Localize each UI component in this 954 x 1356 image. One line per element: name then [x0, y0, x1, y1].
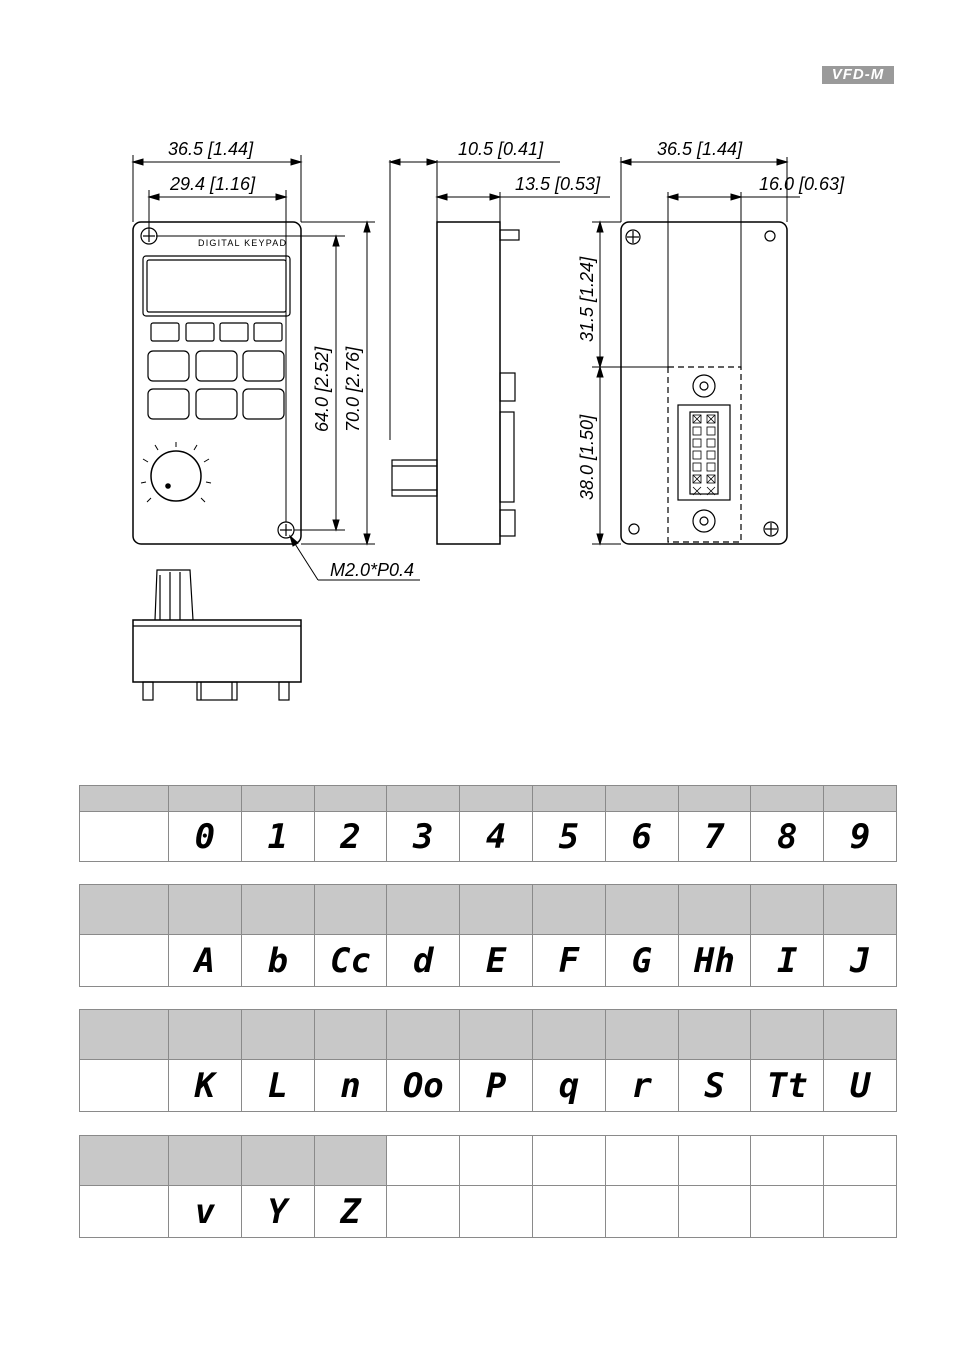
seg-glyph: E [460, 935, 533, 987]
seg-glyph: L [241, 1060, 314, 1112]
dim-side-depth: 10.5 [0.41] [458, 139, 544, 159]
seg-glyph: 5 [532, 812, 605, 862]
seg-glyph: Y [241, 1186, 314, 1238]
seg-glyph [751, 1186, 824, 1238]
seg-glyph: Tt [751, 1060, 824, 1112]
seg-table-letters-2 [79, 1009, 897, 1112]
seg-glyph: U [824, 1060, 897, 1112]
seg-glyph: 3 [387, 812, 460, 862]
seg-glyph: r [605, 1060, 678, 1112]
seg-table-letters-1 [79, 884, 897, 987]
seg-table-glyph-row [80, 1186, 897, 1238]
seg-glyph: 7 [678, 812, 751, 862]
seg-glyph: A [169, 935, 242, 987]
seg-table-header-row [80, 1136, 897, 1186]
seg-table-letters-3 [79, 1135, 897, 1238]
seg-table-glyph-row [80, 1060, 897, 1112]
seg-glyph: S [678, 1060, 751, 1112]
seg-table-glyph-row [80, 935, 897, 987]
seg-glyph [824, 1186, 897, 1238]
seg-glyph: n [314, 1060, 387, 1112]
seg-glyph: P [460, 1060, 533, 1112]
seg-table-glyph-row [80, 812, 897, 862]
dim-back-width-connector: 16.0 [0.63] [759, 174, 845, 194]
seg-glyph: Z [314, 1186, 387, 1238]
seg-glyph: K [169, 1060, 242, 1112]
seg-glyph: 2 [314, 812, 387, 862]
dim-back-height-upper: 31.5 [1.24] [577, 256, 597, 342]
seg-glyph: 6 [605, 812, 678, 862]
seg-glyph [460, 1186, 533, 1238]
seg-glyph: I [751, 935, 824, 987]
seg-glyph: 9 [824, 812, 897, 862]
seg-glyph [532, 1186, 605, 1238]
dim-front-height-total: 70.0 [2.76] [343, 346, 363, 432]
seg-glyph: q [532, 1060, 605, 1112]
seg-glyph: d [387, 935, 460, 987]
front-view [133, 222, 301, 544]
side-view [392, 222, 519, 544]
bottom-view [133, 570, 301, 700]
seg-glyph [678, 1186, 751, 1238]
seg-glyph: Oo [387, 1060, 460, 1112]
dim-front-width-total: 36.5 [1.44] [168, 139, 254, 159]
seg-glyph: Hh [678, 935, 751, 987]
dim-front-height-holes: 64.0 [2.52] [312, 346, 332, 432]
seg-glyph: 8 [751, 812, 824, 862]
seg-glyph: Cc [314, 935, 387, 987]
seg-table-header-row [80, 1010, 897, 1060]
seg-glyph: 0 [169, 812, 242, 862]
seg-glyph: 4 [460, 812, 533, 862]
dim-side-depth-pins: 13.5 [0.53] [515, 174, 601, 194]
dim-front-width-holes: 29.4 [1.16] [170, 174, 256, 194]
dim-back-width-total: 36.5 [1.44] [657, 139, 743, 159]
keypad-label: DIGITAL KEYPAD [198, 238, 288, 248]
seg-glyph: 1 [241, 812, 314, 862]
back-dimensions [592, 157, 800, 544]
back-view [621, 222, 787, 544]
seg-glyph: b [241, 935, 314, 987]
seg-glyph [387, 1186, 460, 1238]
seg-table-header-row [80, 786, 897, 812]
dim-back-height-lower: 38.0 [1.50] [577, 414, 597, 500]
seg-table-header-row [80, 885, 897, 935]
seg-glyph: J [824, 935, 897, 987]
brand-logo: VFD-M [822, 66, 894, 84]
seg-table-digits [79, 785, 897, 862]
screw-spec: M2.0*P0.4 [330, 560, 415, 580]
seg-glyph: F [532, 935, 605, 987]
seg-glyph [605, 1186, 678, 1238]
front-dimensions [133, 155, 420, 580]
seg-glyph: G [605, 935, 678, 987]
seg-glyph: v [169, 1186, 242, 1238]
